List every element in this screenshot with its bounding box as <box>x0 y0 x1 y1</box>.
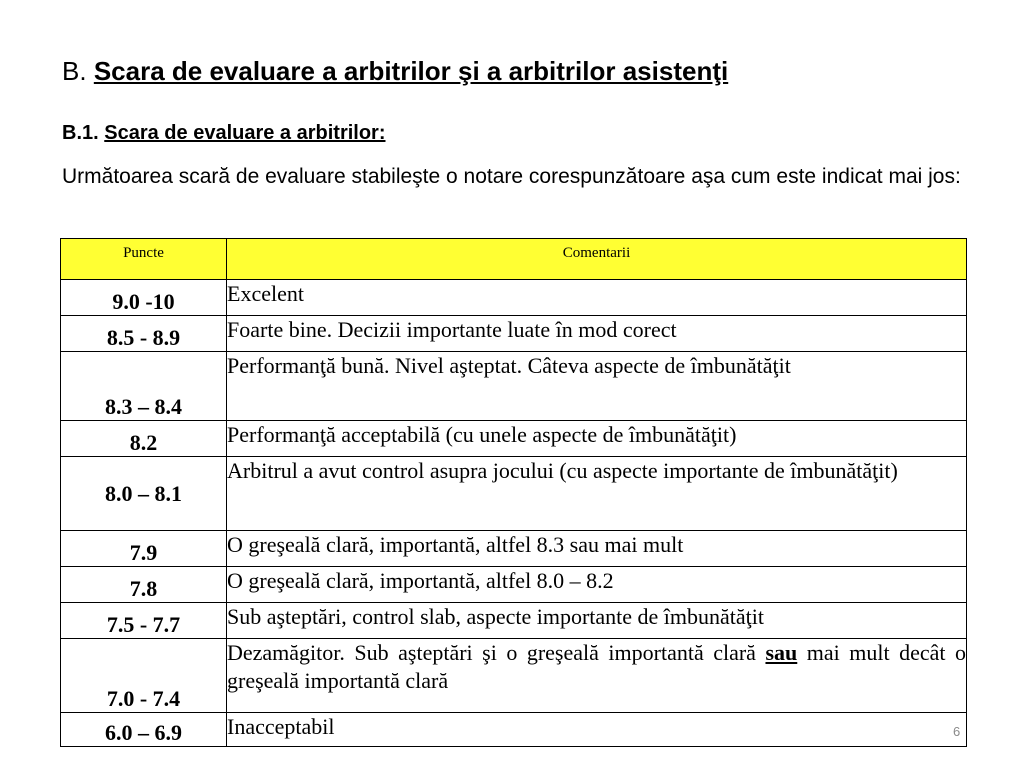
comment-cell: Performanţă bună. Nivel aşteptat. Câteva aspecte de îmbunătăţit <box>227 352 967 421</box>
slide-title <box>62 56 728 87</box>
comment-cell: Foarte bine. Decizii importante luate în mod corect <box>227 316 967 352</box>
header-points: Puncte <box>61 239 227 280</box>
title-text: Scara de evaluare a arbitrilor şi a arbitrilor asistenţi <box>93 56 729 86</box>
table-row <box>61 603 967 639</box>
points-cell: 8.0 – 8.1 <box>61 457 227 531</box>
points-cell: 7.5 - 7.7 <box>61 603 227 639</box>
points-cell: 9.0 -10 <box>61 280 227 316</box>
comment-text-continued: mai mult decât o greşeală importantă clară <box>227 640 967 693</box>
comment-cell: Arbitrul a avut control asupra jocului (cu aspecte importante de îmbunătăţit) <box>227 457 967 531</box>
comment-cell: Excelent <box>227 280 967 316</box>
table-row <box>61 713 967 747</box>
points-cell: 7.8 <box>61 567 227 603</box>
table-row <box>61 531 967 567</box>
comment-cell: Inacceptabil <box>227 713 967 747</box>
table-row <box>61 316 967 352</box>
title-prefix: B. <box>62 56 87 86</box>
comment-cell: O greşeală clară, importantă, altfel 8.0 – 8.2 <box>227 567 967 603</box>
comment-cell: O greşeală clară, importantă, altfel 8.3 sau mai mult <box>227 531 967 567</box>
header-comments: Comentarii <box>227 239 967 280</box>
points-cell: 7.9 <box>61 531 227 567</box>
comment-cell: Performanţă acceptabilă (cu unele aspecte de îmbunătăţit) <box>227 421 967 457</box>
table-header-row <box>61 239 967 280</box>
table-row <box>61 639 967 713</box>
section-heading <box>62 122 386 145</box>
points-cell: 8.3 – 8.4 <box>61 352 227 421</box>
comment-cell: Sub aşteptări, control slab, aspecte importante de îmbunătăţit <box>227 603 967 639</box>
points-cell: 7.0 - 7.4 <box>61 639 227 713</box>
table-row <box>61 457 967 531</box>
points-cell: 6.0 – 6.9 <box>61 713 227 747</box>
page-number: 6 <box>953 724 961 739</box>
evaluation-scale-table <box>60 238 967 747</box>
section-title: Scara de evaluare a arbitrilor: <box>104 122 386 144</box>
comment-text: Dezamăgitor. Sub aşteptări şi o greşeală importantă clară <box>227 640 756 665</box>
intro-paragraph: Următoarea scară de evaluare stabileşte o notare corespunzătoare aşa cum este indicat mai jos: <box>62 165 961 188</box>
section-prefix: B.1. <box>62 122 99 144</box>
table-row <box>61 280 967 316</box>
points-cell: 8.2 <box>61 421 227 457</box>
points-cell: 8.5 - 8.9 <box>61 316 227 352</box>
table-row <box>61 352 967 421</box>
table-row <box>61 421 967 457</box>
comment-cell <box>227 639 967 713</box>
table-row <box>61 567 967 603</box>
comment-keyword: sau <box>765 640 798 665</box>
